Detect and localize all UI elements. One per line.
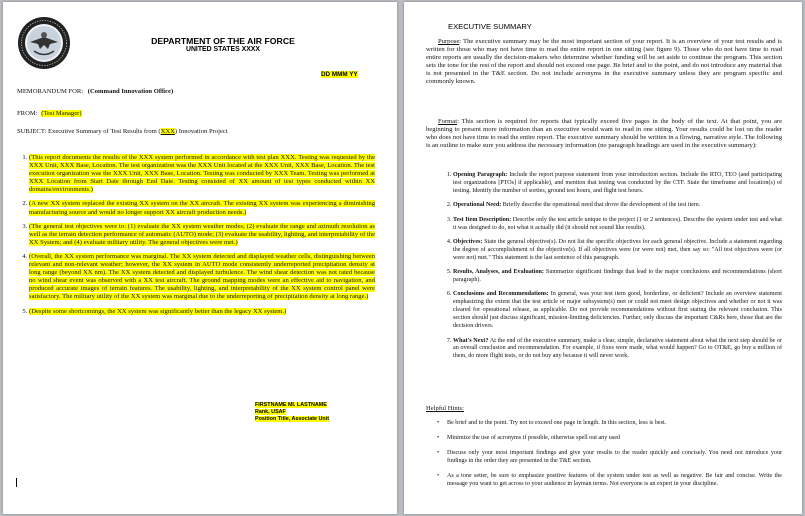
format-text: : This section is required for reports that typically exceed five pages in the body of the text. At that point, you are beginning to present more information than an executive would want to read in one sitting. Your results could be lost on the reader who does not have time to read the entire report. The executive summary should be written in a flowing, narrative style. The following is an outline to make sure you address the necessary information (no paragraph headings are used in the executive summary): (426, 118, 782, 150)
department-subtitle: UNITED STATES XXXX (185, 46, 261, 53)
signature-name: FIRSTNAME MI. LASTNAME (255, 402, 327, 408)
signature-title: Position Title, Associate Unit (255, 416, 329, 422)
subject-highlight: XXX (160, 128, 175, 135)
hint-item: • As a tone setter, be sure to emphasize positive features of the system under test as well as negative. Be fair and concise. Write the message you want to get across to your audience in layman terms. Not everyone is an expert in your discipline. (447, 473, 782, 489)
finding-item (29, 253, 375, 302)
finding-text: (The general test objectives were to: (1) evaluate the XX system weather modes; (2) evaluate the range and azimuth resolution as well as the terrain detection performance of automatic (AUTO) mode; (3) evaluate the usability, lighting, and interpretability of the XX System; and (4) evaluate military utility. The general objectives were met.) (29, 222, 375, 246)
format-paragraph (426, 118, 782, 150)
finding-text: (Overall, the XX system performance was marginal. The XX system detected and displayed weather cells, distinguishing between relevant and non-relevant weather; however, the XX system in AUTO mode consistently underreported precipitation density at long range (beyond XX nm). The XX system detected and displayed turbulence. The wind shear detection was not rated because no wind shear event was observed with a XX test aircraft. The ground mapping modes were an effective aid to navigation, and produced accurate images of terrain features. The usability, lighting, and interpretability of the XX system control panel were satisfactory. The military utility of the XX system was marginal due to the underreporting of precipitation density at long range.) (29, 252, 375, 301)
finding-item (29, 200, 375, 216)
purpose-label: Purpose (438, 38, 460, 45)
from-label: FROM: (17, 110, 38, 117)
subject-suffix: ) Innovation Project (174, 128, 228, 135)
hint-item: • Discuss only your most important findings and give your results to the reader quickly and concisely. You need not introduce your findings in the order they are presented in the T&E section. (447, 450, 782, 466)
topic-item: 4. Objectives: State the general objective(s). Do not list the specific objectives for each general objective. Include a statement regarding the degree of accomplishment of the objective(s). If all objectives were (or were not) met, then say so: "All test objectives were (or were not) met." This statement is the last sentence of this paragraph. (453, 239, 782, 263)
hint-item: • Minimize the use of acronyms if possible, otherwise spell out any used (447, 435, 782, 443)
topic-item: 7. What's Next? At the end of the executive summary, make a clear, simple, declarative statement about what the next step should be or an overall conclusion and recommendation. For example, if fixes were made, what would happen? Go to OT&E, go buy a million of them, do more flight tests, or do not buy any because it will never work. (453, 338, 782, 362)
topics-list (439, 172, 782, 368)
memo-date-value: DD MMM YY (321, 71, 358, 78)
memo-for-value: (Command Innovation Office) (87, 88, 174, 95)
topic-item: 1. Opening Paragraph: Include the report purpose statement from your introduction section. Include the RTO, TEO (and participating test organizations [PTOs] if applicable), and mention that testing was conducted by the CTF. State the timeframe and location(s) of testing. Identify the number of sorties, ground test hours, and flight test hours. (453, 172, 782, 196)
format-label: Format (438, 118, 458, 125)
finding-text: (A new XX system replaced the existing XX system on the XX aircraft. The existing XX system was experiencing a diminishing manufacturing source and would no longer support XX aircraft production needs.) (29, 200, 375, 216)
finding-text: (This report documents the results of the XXX system performed in accordance with test plan XXX. Testing was requested by the XXX Unit, XXX Base, Location. The test organization was the XXX Unit located at the XXX Unit, XXX Base, Location. The test execution organization was the XXX Unit, XXX Base, Location. Testing was conducted by XXX Team. Testing was performed at XXX Location from Start Date through End Date. Testing consisted of XX amount of test types conducted within XX domains/environments.) (29, 154, 375, 194)
finding-item (29, 154, 375, 194)
topic-item: 5. Results, Analyses, and Evaluation: Summarize significant findings that lead to the major conclusions and recommendations (short paragraph). (453, 269, 782, 285)
memo-for-line (17, 88, 173, 96)
purpose-paragraph (426, 38, 782, 87)
helpful-hints-heading: Helpful Hints: (426, 405, 464, 412)
hints-list (434, 420, 782, 495)
memo-date (321, 71, 358, 78)
finding-item (29, 223, 375, 247)
memorandum-page (3, 2, 397, 514)
from-value: (Test Manager) (41, 110, 82, 117)
from-line (17, 110, 82, 118)
subject-prefix: SUBJECT: Executive Summary of Test Results from ( (17, 128, 161, 135)
signature-rank: Rank, USAF (255, 409, 286, 415)
department-title: DEPARTMENT OF THE AIR FORCE (151, 36, 295, 46)
hint-item: • Be brief and to the point. Try not to exceed one page in length. In this section, less is best. (447, 420, 782, 428)
seal-logo (17, 16, 71, 70)
finding-text: (Despite some shortcomings, the XX system was significantly better than the legacy XX system.) (29, 307, 287, 315)
air-force-seal-icon (17, 16, 71, 70)
executive-summary-heading: EXECUTIVE SUMMARY (448, 22, 532, 31)
finding-item (29, 308, 375, 316)
memo-for-label: MEMORANDUM FOR: (17, 88, 84, 95)
subject-line (17, 128, 228, 136)
topic-item: 2. Operational Need: Briefly describe the operational need that drove the development of the test item. (453, 202, 782, 210)
executive-summary-page (404, 2, 802, 514)
text-cursor (16, 478, 17, 487)
topic-item: 6. Conclusions and Recommendations: In general, was your test item good, borderline, or deficient? Include an overview statement emphasizing the extent that the test article or major subsystem(s) met or could not meet design objectives and whether or not it was cleared for operational release, as applicable. Do not provide recommendations without first stating the relevant conclusion. This section should just discuss significant, mission-limiting deficiencies. Further, only discuss the important C&Rs here, those that are the decision drivers. (453, 291, 782, 331)
purpose-text: : The executive summary may be the most important section of your report. It is an overview of your test results and is written for those who may not have time to read the entire report in one sitting (see figure 9). Those who do not have time to read entire reports are usually the decision-makers who determine whether funding will be set aside to continue the program. This section sets the tone for the rest of the report and should not exceed one page. Be brief and to the point, and do not introduce any material that is not presented in the T&E section. Do not include acronyms in the executive summary unless they are program specific and commonly known. (426, 38, 782, 86)
findings-list (17, 154, 375, 322)
topic-item: 3. Test Item Description: Describe only the test article unique to the project (1 or 2 sentences). Describe the system under test and what it was designed to do, not what it actually did (it should not sound like results). (453, 217, 782, 233)
signature-block (255, 402, 329, 423)
